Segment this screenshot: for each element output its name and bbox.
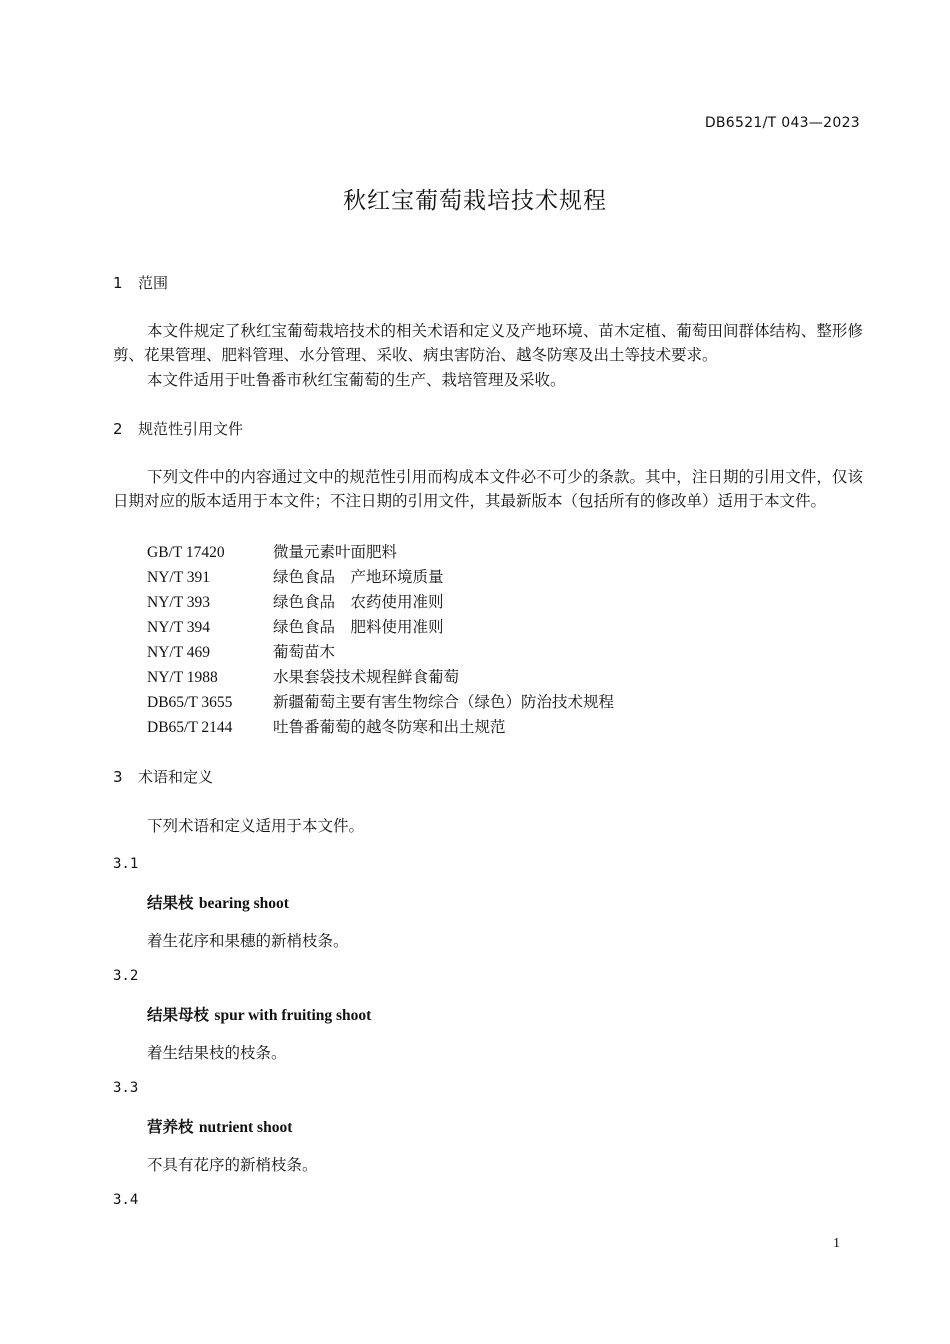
terms-intro-paragraph: 下列术语和定义适用于本文件。	[147, 817, 365, 835]
section-title: 术语和定义	[138, 768, 214, 786]
term-heading	[147, 891, 289, 913]
document-code: DB6521/T 043—2023	[704, 115, 860, 131]
section-2-heading	[113, 418, 243, 439]
page-number: 1	[833, 1236, 840, 1251]
section-1-heading	[113, 272, 168, 293]
term-definition: 不具有花序的新梢枝条。	[147, 1156, 318, 1174]
clause-number: 3.2	[113, 968, 139, 984]
reference-row	[147, 540, 614, 565]
clause-number: 3.1	[113, 856, 139, 872]
reference-code: NY/T 1988	[147, 669, 218, 686]
reference-title: 新疆葡萄主要有害生物综合（绿色）防治技术规程	[273, 693, 615, 711]
term-en: nutrient shoot	[198, 1119, 293, 1136]
section-3-heading	[113, 766, 213, 787]
reference-row	[147, 640, 614, 665]
term-zh: 结果母枝	[147, 1005, 210, 1024]
section-number: 2	[113, 420, 123, 438]
reference-title: 微量元素叶面肥料	[273, 543, 398, 561]
reference-title: 绿色食品 肥料使用准则	[273, 618, 444, 636]
section-number: 1	[113, 274, 123, 292]
reference-row	[147, 715, 614, 740]
term-en: bearing shoot	[198, 895, 289, 912]
reference-title: 葡萄苗木	[273, 643, 336, 661]
reference-code: GB/T 17420	[147, 544, 225, 561]
document-title: 秋红宝葡萄栽培技术规程	[343, 188, 607, 214]
reference-row	[147, 665, 614, 690]
reference-row	[147, 615, 614, 640]
term-zh: 营养枝	[147, 1117, 194, 1136]
reference-title: 绿色食品 农药使用准则	[273, 593, 444, 611]
term-zh: 结果枝	[147, 893, 194, 912]
section-number: 3	[113, 768, 123, 786]
reference-code: DB65/T 2144	[147, 719, 233, 736]
section-title: 规范性引用文件	[138, 420, 244, 438]
term-en: spur with fruiting shoot	[214, 1007, 372, 1024]
reference-code: NY/T 391	[147, 569, 211, 586]
clause-number: 3.3	[113, 1080, 139, 1096]
reference-title: 水果套袋技术规程鲜食葡萄	[273, 668, 460, 686]
reference-code: NY/T 469	[147, 644, 211, 661]
normative-references-list	[147, 540, 614, 740]
reference-row	[147, 690, 614, 715]
references-intro-paragraph: 下列文件中的内容通过文中的规范性引用而构成本文件必不可少的条款。其中，注日期的引用文件，仅该日期对应的版本适用于本文件；不注日期的引用文件，其最新版本（包括所有的修改单）适用于本文件。	[113, 468, 863, 510]
reference-code: NY/T 393	[147, 594, 211, 611]
term-definition: 着生结果枝的枝条。	[147, 1044, 287, 1062]
reference-title: 绿色食品 产地环境质量	[273, 568, 444, 586]
scope-paragraph-2: 本文件适用于吐鲁番市秋红宝葡萄的生产、栽培管理及采收。	[147, 371, 566, 389]
term-heading	[147, 1115, 292, 1137]
scope-paragraph-1: 本文件规定了秋红宝葡萄栽培技术的相关术语和定义及产地环境、苗木定植、葡萄田间群体结构、整形修剪、花果管理、肥料管理、水分管理、采收、病虫害防治、越冬防寒及出土等技术要求。	[113, 322, 863, 364]
reference-row	[147, 565, 614, 590]
reference-row	[147, 590, 614, 615]
reference-title: 吐鲁番葡萄的越冬防寒和出土规范	[273, 718, 506, 736]
reference-code: DB65/T 3655	[147, 694, 233, 711]
reference-code: NY/T 394	[147, 619, 211, 636]
section-title: 范围	[138, 274, 169, 292]
term-definition: 着生花序和果穗的新梢枝条。	[147, 932, 349, 950]
term-heading	[147, 1003, 371, 1025]
clause-number: 3.4	[113, 1192, 139, 1208]
